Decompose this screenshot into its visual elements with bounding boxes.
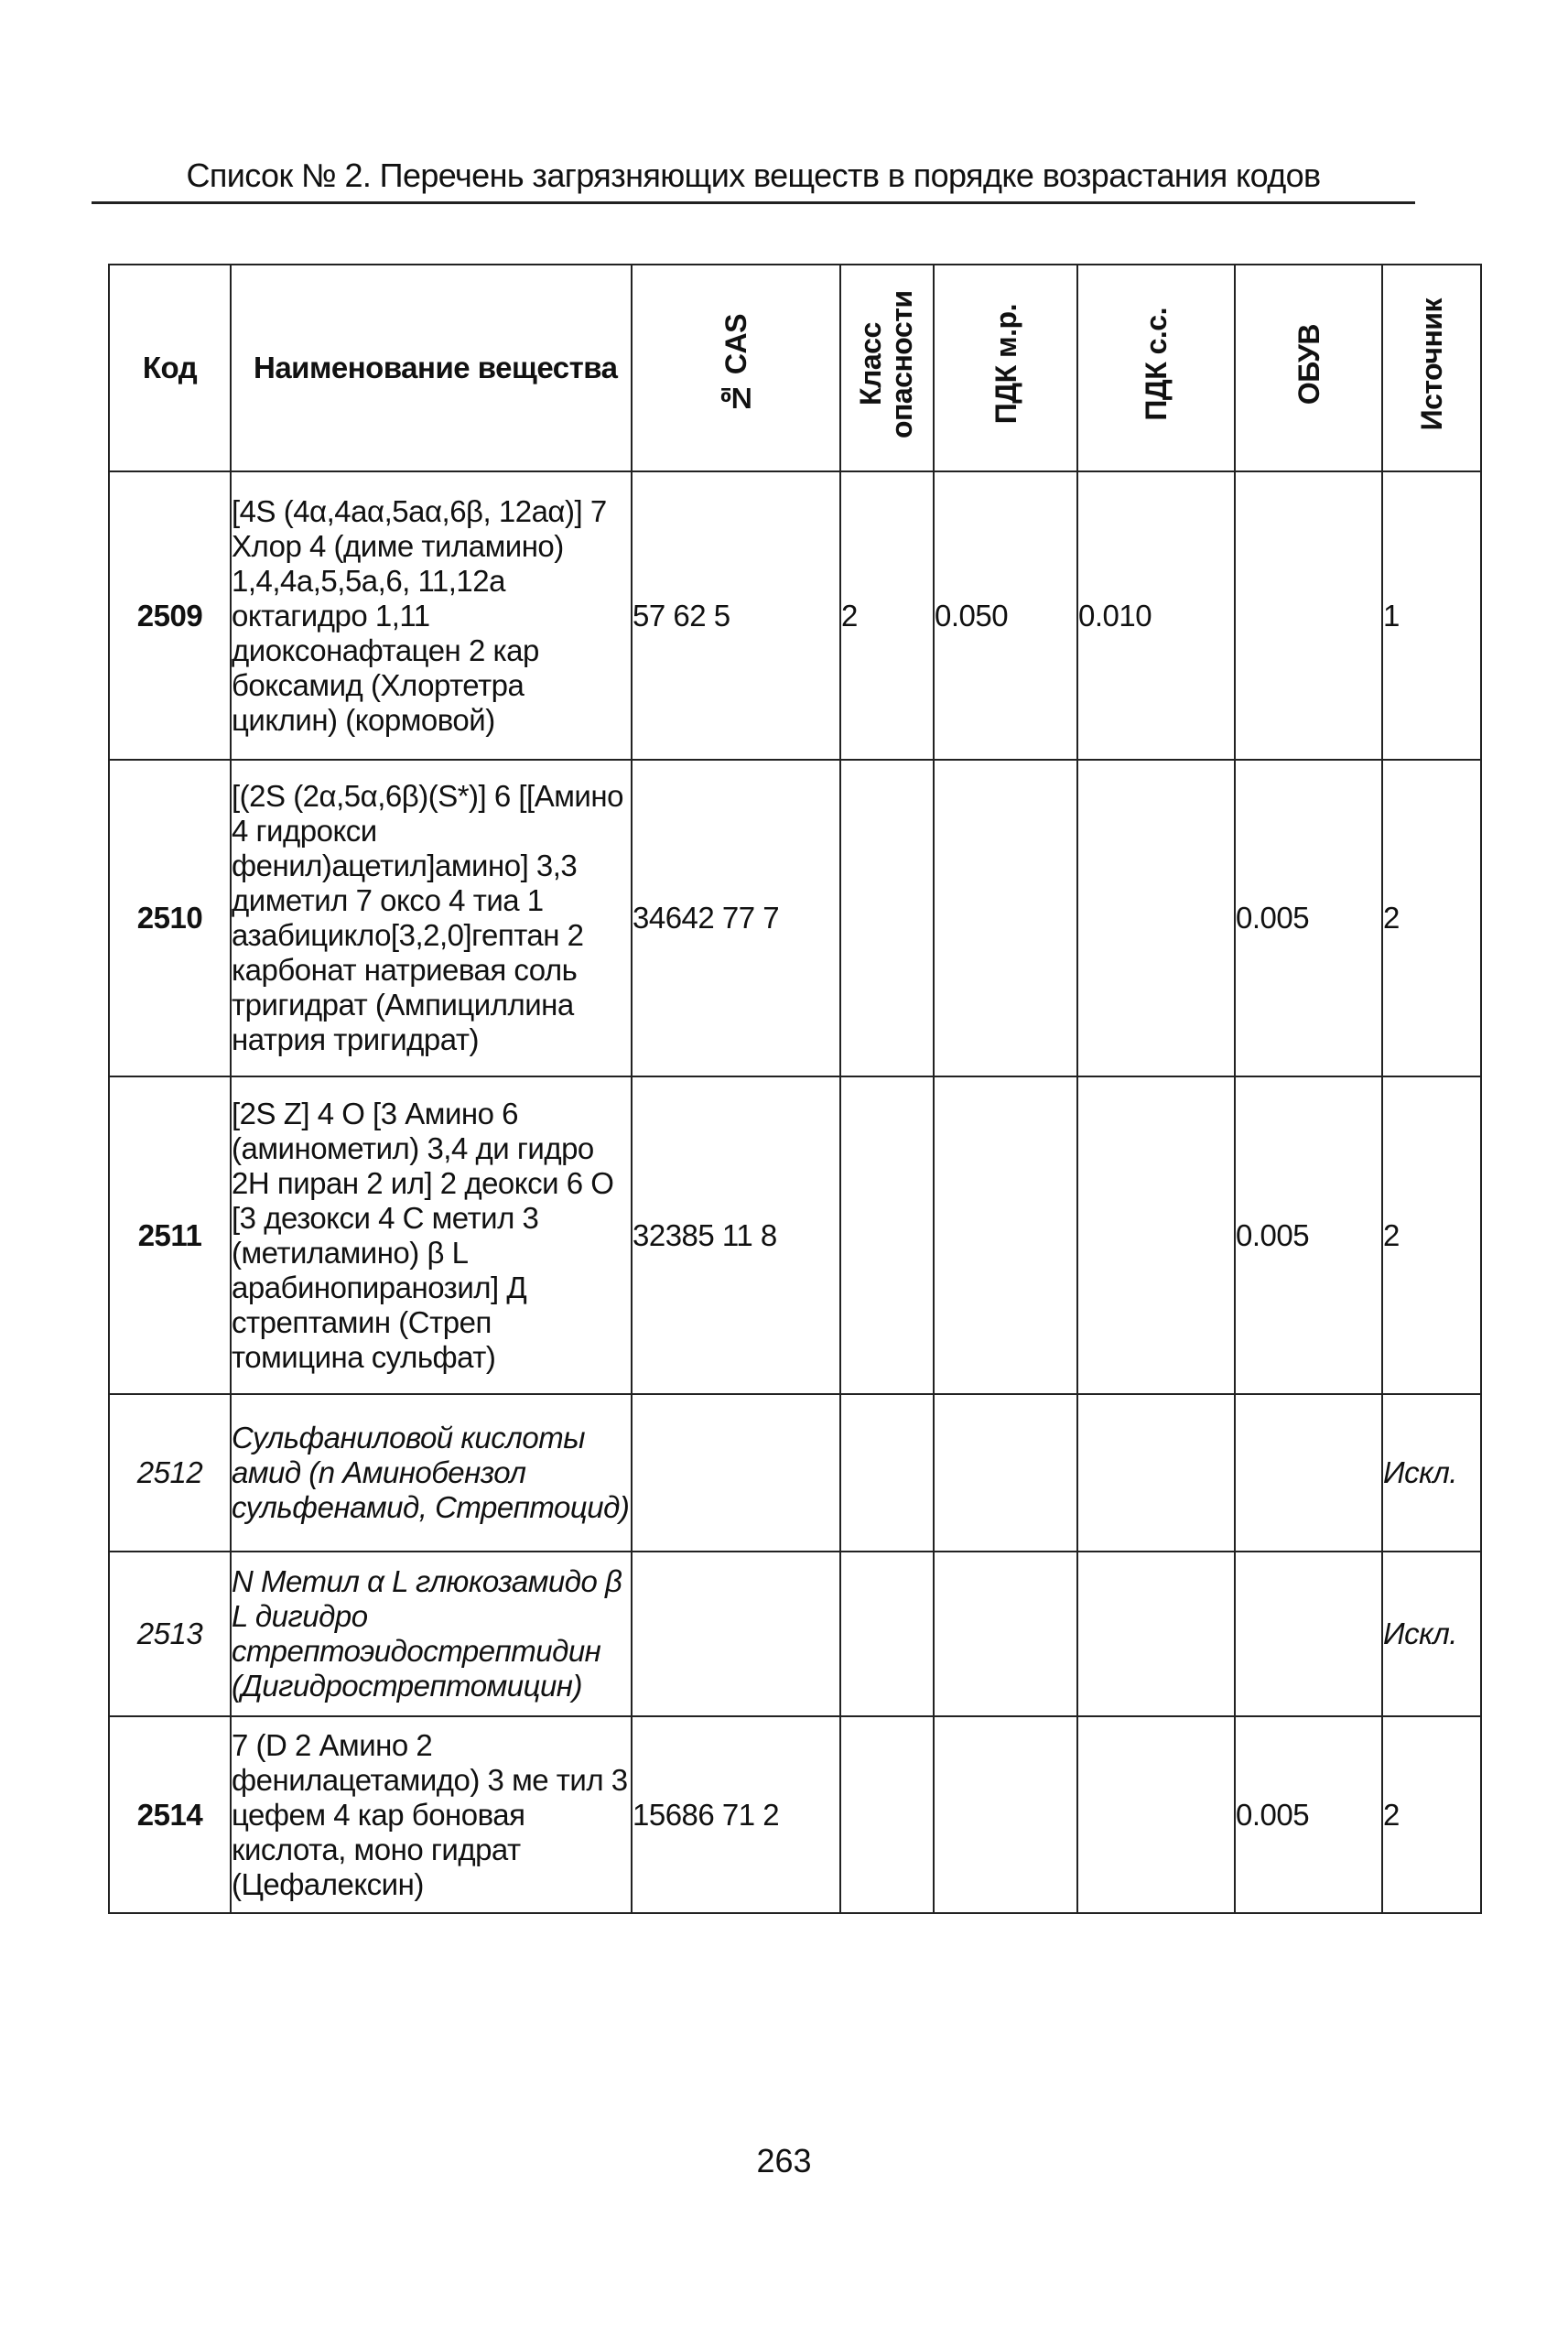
cell-pdk-mr: 0.050 bbox=[934, 471, 1077, 760]
cell-cas: 34642 77 7 bbox=[632, 760, 840, 1076]
cell-name: [2S Z] 4 O [3 Амино 6 (аминометил) 3,4 ди гидро 2H пиран 2 ил] 2 деокси 6 O [3 дезокси 4 С метил 3 (метиламино) β L арабинопиранозил] Д стрептамин (Стреп томицина сульфат) bbox=[231, 1076, 632, 1394]
cell-code: 2514 bbox=[109, 1716, 231, 1913]
header-obuv bbox=[1235, 265, 1382, 471]
header-obuv-label: ОБУВ bbox=[1292, 323, 1325, 406]
cell-source: 2 bbox=[1382, 1716, 1481, 1913]
table-row bbox=[109, 1076, 1481, 1394]
header-class-label: Класс опасности bbox=[854, 290, 918, 438]
cell-pdk-mr bbox=[934, 760, 1077, 1076]
page-number: 263 bbox=[756, 2142, 812, 2179]
cell-pdk-mr bbox=[934, 1076, 1077, 1394]
cell-cas: 32385 11 8 bbox=[632, 1076, 840, 1394]
cell-cas: 15686 71 2 bbox=[632, 1716, 840, 1913]
table-row bbox=[109, 1552, 1481, 1716]
cell-source: 2 bbox=[1382, 760, 1481, 1076]
cell-class bbox=[840, 1394, 934, 1552]
header-pdk-ss bbox=[1077, 265, 1235, 471]
cell-cas bbox=[632, 1394, 840, 1552]
cell-name: 7 (D 2 Амино 2 фенилацетамидо) 3 ме тил 3 цефем 4 кар боновая кислота, моно гидрат (Цефалексин) bbox=[231, 1716, 632, 1913]
cell-obuv: 0.005 bbox=[1235, 1076, 1382, 1394]
substances-table bbox=[108, 264, 1482, 1914]
cell-name: [(2S (2α,5α,6β)(S*)] 6 [[Амино 4 гидрокси фенил)ацетил]амино] 3,3 диметил 7 оксо 4 тиа 1 азабицикло[3,2,0]гептан 2 карбонат натриевая соль тригидрат (Ампициллина натрия тригидрат) bbox=[231, 760, 632, 1076]
cell-source: 2 bbox=[1382, 1076, 1481, 1394]
cell-cas: 57 62 5 bbox=[632, 471, 840, 760]
cell-obuv bbox=[1235, 471, 1382, 760]
cell-code: 2513 bbox=[109, 1552, 231, 1716]
cell-name: Сульфаниловой кислоты амид (n Аминобензол сульфенамид, Стрептоцид) bbox=[231, 1394, 632, 1552]
page-header bbox=[92, 156, 1415, 204]
header-cas-label: № CAS bbox=[719, 314, 752, 415]
header-name: Наименование вещества bbox=[231, 265, 632, 471]
cell-pdk-mr bbox=[934, 1552, 1077, 1716]
header-pdk-ss-label: ПДК с.с. bbox=[1140, 308, 1173, 421]
cell-pdk-ss bbox=[1077, 1394, 1235, 1552]
cell-code: 2510 bbox=[109, 760, 231, 1076]
cell-class: 2 bbox=[840, 471, 934, 760]
header-source bbox=[1382, 265, 1481, 471]
cell-pdk-mr bbox=[934, 1716, 1077, 1913]
cell-code: 2512 bbox=[109, 1394, 231, 1552]
header-code: Код bbox=[109, 265, 231, 471]
cell-code: 2511 bbox=[109, 1076, 231, 1394]
header-source-label: Источник bbox=[1415, 297, 1448, 431]
cell-source: Искл. bbox=[1382, 1394, 1481, 1552]
cell-code: 2509 bbox=[109, 471, 231, 760]
table-row bbox=[109, 1716, 1481, 1913]
cell-name: N Метил α L глюкозамидо β L дигидро стрептоэидострептидин (Дигидрострептомицин) bbox=[231, 1552, 632, 1716]
header-pdk-mr-label: ПДК м.р. bbox=[989, 304, 1022, 425]
cell-pdk-mr bbox=[934, 1394, 1077, 1552]
cell-class bbox=[840, 1552, 934, 1716]
header-pdk-mr bbox=[934, 265, 1077, 471]
cell-pdk-ss bbox=[1077, 1076, 1235, 1394]
table-row bbox=[109, 471, 1481, 760]
cell-obuv bbox=[1235, 1552, 1382, 1716]
cell-obuv bbox=[1235, 1394, 1382, 1552]
cell-pdk-ss bbox=[1077, 1716, 1235, 1913]
header-class bbox=[840, 265, 934, 471]
cell-class bbox=[840, 1716, 934, 1913]
cell-class bbox=[840, 760, 934, 1076]
page-title: Список № 2. Перечень загрязняющих веществ в порядке возрастания кодов bbox=[186, 157, 1321, 194]
cell-source: 1 bbox=[1382, 471, 1481, 760]
cell-pdk-ss: 0.010 bbox=[1077, 471, 1235, 760]
cell-pdk-ss bbox=[1077, 760, 1235, 1076]
cell-pdk-ss bbox=[1077, 1552, 1235, 1716]
cell-obuv: 0.005 bbox=[1235, 760, 1382, 1076]
cell-obuv: 0.005 bbox=[1235, 1716, 1382, 1913]
cell-source: Искл. bbox=[1382, 1552, 1481, 1716]
table-header-row bbox=[109, 265, 1481, 471]
header-cas bbox=[632, 265, 840, 471]
table-row bbox=[109, 1394, 1481, 1552]
cell-name: [4S (4α,4aα,5aα,6β, 12aα)] 7 Хлор 4 (диме тиламино) 1,4,4a,5,5a,6, 11,12a октагидро 1,11 диоксонафтацен 2 кар боксамид (Хлортетра циклин) (кормовой) bbox=[231, 471, 632, 760]
cell-class bbox=[840, 1076, 934, 1394]
cell-cas bbox=[632, 1552, 840, 1716]
table-row bbox=[109, 760, 1481, 1076]
